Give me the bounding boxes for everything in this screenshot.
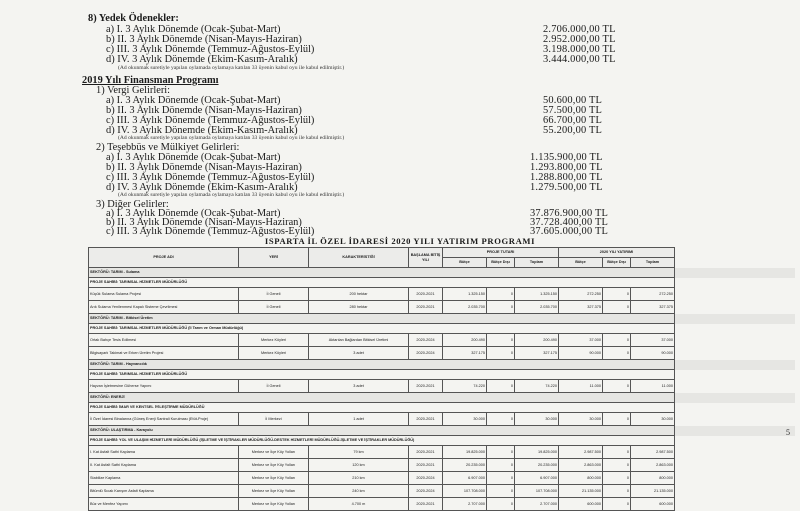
group-1-item-c: c) III. 3 Aylık Dönemde (Temmuz-Ağustos-Eylül) (106, 115, 315, 126)
cell-total: 6.907.000 (515, 472, 559, 485)
section-8-amount-c: 3.198.000,00 TL (543, 44, 616, 55)
cell-project: Hayvan İşletmesine Güherse Yapımı (89, 380, 239, 393)
cell-budget-2020: 2.863.000 (559, 459, 603, 472)
cell-total: 19.825.000 (515, 446, 559, 459)
cell-total: 107.708.000 (515, 485, 559, 498)
cell-off-budget-2020: 0 (603, 472, 631, 485)
cell-budget-2020: 800.000 (559, 472, 603, 485)
cell-off-budget: 0 (487, 485, 515, 498)
cell-characteristic: 200 hektar (309, 288, 409, 301)
project-owner-label: PROJE SAHİBİ: TARIMSAL HİZMETLER MÜDÜRLÜĞÜ (89, 370, 675, 380)
row-filler (675, 360, 795, 370)
col-header-location: YERİ (239, 248, 309, 268)
cell-off-budget: 0 (487, 334, 515, 347)
cell-off-budget-2020: 0 (603, 413, 631, 426)
sector-row (89, 268, 795, 278)
cell-total: 74.220 (515, 380, 559, 393)
investment-table-body (89, 268, 795, 511)
cell-project: Küçük Sulama Sulama Projesi (89, 288, 239, 301)
cell-budget-2020: 37.000 (559, 334, 603, 347)
cell-off-budget-2020: 0 (603, 380, 631, 393)
col-header-off-budget-2020: Bütçe Dışı (603, 258, 631, 268)
row-filler (675, 334, 795, 347)
col-header-2020-investment: 2020 YILI YATIRIMI (559, 248, 675, 258)
cell-budget: 74.220 (443, 380, 487, 393)
row-filler (675, 459, 795, 472)
cell-total: 2.707.000 (515, 498, 559, 511)
cell-budget: 2.035.700 (443, 301, 487, 314)
cell-total: 200.490 (515, 334, 559, 347)
col-header-characteristic: KARAKTERİSTİĞİ (309, 248, 409, 268)
cell-off-budget-2020: 0 (603, 459, 631, 472)
sector-row (89, 426, 795, 436)
sector-label: SEKTÖRÜ: TARIM - Hayvancılık (89, 360, 675, 370)
cell-off-budget: 0 (487, 446, 515, 459)
group-3-item-c: c) III. 3 Aylık Dönemde (Temmuz-Ağustos-Eylül) (106, 226, 315, 237)
cell-years: 2020-2021 (409, 288, 443, 301)
row-filler (675, 426, 795, 436)
cell-project: I. Kat Asfalt Sathi Kaplama (89, 446, 239, 459)
cell-project: Büz ve Menfez Yapımı (89, 498, 239, 511)
cell-total-2020: 90.000 (631, 347, 675, 360)
col-header-project-amount: PROJE TUTARI (443, 248, 559, 258)
project-owner-row (89, 324, 795, 334)
row-filler (675, 288, 795, 301)
cell-location: İl Geneli (239, 288, 309, 301)
cell-location: Merkez ve İlçe Köy Yolları (239, 446, 309, 459)
project-owner-row (89, 278, 795, 288)
cell-characteristic: 280 hektar (309, 301, 409, 314)
cell-project: İl Özel İdaresi Binalarına (Güneş Enerji Santrali Kurulması (Etüt-Proje) (89, 413, 239, 426)
cell-budget-2020: 90.000 (559, 347, 603, 360)
cell-years: 2020-2021 (409, 380, 443, 393)
project-owner-row (89, 403, 795, 413)
group-1-amount-a: 50.600,00 TL (543, 95, 603, 106)
col-header-budget: Bütçe (443, 258, 487, 268)
cell-off-budget-2020: 0 (603, 446, 631, 459)
group-1-title: 1) Vergi Gelirleri: (96, 85, 171, 96)
table-row (89, 347, 795, 360)
cell-project: Ortak Bahçe Tesis Edilmesi (89, 334, 239, 347)
cell-off-budget-2020: 0 (603, 347, 631, 360)
group-3-amount-c: 37.605.000,00 TL (530, 226, 609, 237)
cell-budget: 1.325.150 (443, 288, 487, 301)
cell-off-budget-2020: 0 (603, 301, 631, 314)
group-1-item-a: a) I. 3 Aylık Dönemde (Ocak-Şubat-Mart) (106, 95, 281, 106)
group-2-amount-c: 1.288.800,00 TL (530, 172, 603, 183)
group-3-amount-b: 37.728.400,00 TL (530, 217, 609, 228)
cell-budget-2020: 2.987.500 (559, 446, 603, 459)
cell-total-2020: 327.375 (631, 301, 675, 314)
cell-off-budget-2020: 0 (603, 498, 631, 511)
section-8-item-c: c) III. 3 Aylık Dönemde (Temmuz-Ağustos-Eylül) (106, 44, 315, 55)
cell-years: 2020-2021 (409, 413, 443, 426)
cell-budget: 6.907.000 (443, 472, 487, 485)
cell-project: Arık Sulama Yenilenmesi Kapalı Sisteme Çevrilmesi (89, 301, 239, 314)
group-2-title: 2) Teşebbüs ve Mülkiyet Gelirleri: (96, 142, 240, 153)
cell-total: 327.175 (515, 347, 559, 360)
cell-total-2020: 800.000 (631, 472, 675, 485)
investment-table (88, 247, 795, 511)
table-row (89, 485, 795, 498)
cell-budget: 30.000 (443, 413, 487, 426)
cell-location: İl Geneli (239, 301, 309, 314)
cell-off-budget: 0 (487, 413, 515, 426)
section-8-amount-b: 2.952.000,00 TL (543, 34, 616, 45)
sector-label: SEKTÖRÜ: ENERJİ (89, 393, 675, 403)
table-row (89, 301, 795, 314)
cell-off-budget: 0 (487, 459, 515, 472)
row-filler (675, 446, 795, 459)
cell-years: 2020-2024 (409, 334, 443, 347)
table-row (89, 413, 795, 426)
section-8-title: 8) Yedek Ödenekler: (88, 13, 179, 24)
cell-years: 2020-2021 (409, 446, 443, 459)
cell-total-2020: 11.000 (631, 380, 675, 393)
col-header-off-budget: Bütçe Dışı (487, 258, 515, 268)
cell-off-budget: 0 (487, 380, 515, 393)
project-owner-label: PROJE SAHİBİ: İMAR VE KENTSEL İYİLEŞTİRME MÜDÜRLÜĞÜ (89, 403, 675, 413)
cell-project: Bilgisayarlı Takimat ve Erken Üretim Projesi (89, 347, 239, 360)
cell-off-budget-2020: 0 (603, 288, 631, 301)
group-3-amount-a: 37.876.900,00 TL (530, 208, 609, 219)
cell-location: Merkez Köyleri (239, 334, 309, 347)
project-owner-label: PROJE SAHİBİ: TARIMSAL HİZMETLER MÜDÜRLÜĞÜ (İl Tarım ve Orman Müdürlüğü) (89, 324, 675, 334)
cell-location: Merkez Köyleri (239, 347, 309, 360)
group-2-amount-b: 1.293.800,00 TL (530, 162, 603, 173)
table-row (89, 380, 795, 393)
cell-location: İl Geneli (239, 380, 309, 393)
cell-location: Merkez ve İlçe Köy Yolları (239, 485, 309, 498)
table-row (89, 459, 795, 472)
cell-off-budget: 0 (487, 472, 515, 485)
sector-row (89, 393, 795, 403)
cell-budget: 20.235.000 (443, 459, 487, 472)
row-filler (675, 278, 795, 288)
cell-budget-2020: 272.250 (559, 288, 603, 301)
finance-heading: 2019 Yılı Finansman Programı (82, 75, 219, 86)
cell-off-budget-2020: 0 (603, 334, 631, 347)
table-row (89, 334, 795, 347)
cell-years: 2020-2024 (409, 485, 443, 498)
group-2-item-d: d) IV. 3 Aylık Dönemde (Ekim-Kasım-Aralık) (106, 182, 298, 193)
cell-total-2020: 272.250 (631, 288, 675, 301)
cell-budget: 2.707.000 (443, 498, 487, 511)
cell-total-2020: 2.987.500 (631, 446, 675, 459)
row-filler (675, 380, 795, 393)
cell-location: İl Merkezi (239, 413, 309, 426)
cell-characteristic: 4.700 m (309, 498, 409, 511)
group-1-item-b: b) II. 3 Aylık Dönemde (Nisan-Mayıs-Haziran) (106, 105, 302, 116)
cell-years: 2020-2024 (409, 472, 443, 485)
row-filler (675, 347, 795, 360)
section-8-item-a: a) I. 3 Aylık Dönemde (Ocak-Şubat-Mart) (106, 24, 281, 35)
cell-off-budget: 0 (487, 301, 515, 314)
group-3-item-b: b) II. 3 Aylık Dönemde (Nisan-Mayıs-Haziran) (106, 217, 302, 228)
col-header-total: Toplam (515, 258, 559, 268)
cell-budget-2020: 30.000 (559, 413, 603, 426)
section-8-note: (Ad okunmak suretiyle yapılan oylamada oylamaya katılan 33 üyenin kabul oyu ile kabul edilmiştir.) (118, 65, 345, 71)
cell-budget: 19.825.000 (443, 446, 487, 459)
cell-total: 30.000 (515, 413, 559, 426)
cell-off-budget: 0 (487, 498, 515, 511)
cell-total-2020: 21.135.000 (631, 485, 675, 498)
row-filler (675, 498, 795, 511)
cell-characteristic: 79 km (309, 446, 409, 459)
cell-location: Merkez ve İlçe Köy Yolları (239, 498, 309, 511)
col-filler (675, 248, 795, 268)
cell-budget-2020: 21.135.000 (559, 485, 603, 498)
cell-project: II. Kat Asfalt Sathi Kaplama (89, 459, 239, 472)
group-3-item-a: a) I. 3 Aylık Dönemde (Ocak-Şubat-Mart) (106, 208, 281, 219)
cell-total-2020: 600.000 (631, 498, 675, 511)
sector-row (89, 360, 795, 370)
col-header-total-2020: Toplam (631, 258, 675, 268)
cell-characteristic: 120 km (309, 459, 409, 472)
cell-years: 2020-2021 (409, 301, 443, 314)
cell-off-budget-2020: 0 (603, 485, 631, 498)
cell-characteristic: 240 km (309, 485, 409, 498)
table-row (89, 288, 795, 301)
cell-budget-2020: 327.375 (559, 301, 603, 314)
cell-off-budget: 0 (487, 288, 515, 301)
table-title: ISPARTA İL ÖZEL İDARESİ 2020 YILI YATIRIM PROGRAMI (264, 236, 536, 246)
row-filler (675, 268, 795, 278)
section-8-amount-d: 3.444.000,00 TL (543, 54, 616, 65)
cell-characteristic: 3 adet (309, 380, 409, 393)
group-2-amount-d: 1.279.500,00 TL (530, 182, 603, 193)
cell-years: 2020-2021 (409, 498, 443, 511)
row-filler (675, 403, 795, 413)
table-row (89, 472, 795, 485)
group-2-note: (Ad okunmak suretiyle yapılan oylamada oylamaya katılan 33 üyenin kabul oyu ile kabul edilmiştir.) (118, 192, 345, 198)
row-filler (675, 413, 795, 426)
section-8-amount-a: 2.706.000,00 TL (543, 24, 616, 35)
cell-budget-2020: 600.000 (559, 498, 603, 511)
cell-budget: 200.490 (443, 334, 487, 347)
table-row (89, 498, 795, 511)
group-1-note: (Ad okunmak suretiyle yapılan oylamada oylamaya katılan 33 üyenin kabul oyu ile kabul edilmiştir.) (118, 135, 345, 141)
project-owner-label: PROJE SAHİBİ: TARIMSAL HİZMETLER MÜDÜRLÜĞÜ (89, 278, 675, 288)
cell-location: Merkez ve İlçe Köy Yolları (239, 472, 309, 485)
cell-characteristic: 1 adet (309, 413, 409, 426)
cell-total-2020: 37.000 (631, 334, 675, 347)
row-filler (675, 485, 795, 498)
cell-characteristic: Aktarılan Bağlardan Bitkisel Üretimi (309, 334, 409, 347)
cell-total-2020: 2.863.000 (631, 459, 675, 472)
cell-total: 20.235.000 (515, 459, 559, 472)
row-filler (675, 370, 795, 380)
cell-total: 1.325.150 (515, 288, 559, 301)
cell-years: 2020-2021 (409, 459, 443, 472)
col-header-budget-2020: Bütçe (559, 258, 603, 268)
cell-project: Stabilize Kaplama (89, 472, 239, 485)
cell-project: Bitümlü Sıcak Karışım Asfalt Kaplama (89, 485, 239, 498)
cell-budget: 107.708.000 (443, 485, 487, 498)
project-owner-row (89, 436, 795, 446)
group-2-amount-a: 1.135.900,00 TL (530, 152, 603, 163)
row-filler (675, 301, 795, 314)
group-3-title: 3) Diğer Gelirler: (96, 199, 169, 210)
cell-characteristic: 3 adet (309, 347, 409, 360)
sector-row (89, 314, 795, 324)
row-filler (675, 324, 795, 334)
row-filler (675, 436, 795, 446)
project-owner-label: PROJE SAHİBİ: YOL VE ULAŞIM HİZMETLERİ MÜDÜRLÜĞÜ (İŞLETME VE İŞTİRAKLER MÜDÜRLÜĞÜ-DESTEK HİZMETLERİ MÜDÜRLÜĞÜ-İŞLETME VE İŞTİRAKLER MÜDÜRLÜĞÜ) (89, 436, 675, 446)
sector-label: SEKTÖRÜ: ULAŞTIRMA - Karayolu (89, 426, 675, 436)
row-filler (675, 393, 795, 403)
sector-label: SEKTÖRÜ: TARIM - Bitkisel Üretim (89, 314, 675, 324)
cell-budget: 327.175 (443, 347, 487, 360)
row-filler (675, 472, 795, 485)
cell-characteristic: 210 km (309, 472, 409, 485)
group-1-amount-b: 57.500,00 TL (543, 105, 603, 116)
sector-label: SEKTÖRÜ: TARIM - Sulama (89, 268, 675, 278)
table-row (89, 446, 795, 459)
cell-total-2020: 30.000 (631, 413, 675, 426)
section-8-item-d: d) IV. 3 Aylık Dönemde (Ekim-Kasım-Aralık) (106, 54, 298, 65)
group-1-amount-d: 55.200,00 TL (543, 125, 603, 136)
col-header-years: BAŞLAMA BİTİŞ YILI (409, 248, 443, 268)
project-owner-row (89, 370, 795, 380)
cell-location: Merkez ve İlçe Köy Yolları (239, 459, 309, 472)
cell-budget-2020: 11.000 (559, 380, 603, 393)
page-number: 5 (786, 428, 790, 437)
group-2-item-c: c) III. 3 Aylık Dönemde (Temmuz-Ağustos-Eylül) (106, 172, 315, 183)
section-8-item-b: b) II. 3 Aylık Dönemde (Nisan-Mayıs-Haziran) (106, 34, 302, 45)
col-header-project: PROJE ADI (89, 248, 239, 268)
cell-total: 2.035.700 (515, 301, 559, 314)
group-2-item-a: a) I. 3 Aylık Dönemde (Ocak-Şubat-Mart) (106, 152, 281, 163)
group-2-item-b: b) II. 3 Aylık Dönemde (Nisan-Mayıs-Haziran) (106, 162, 302, 173)
group-1-amount-c: 66.700,00 TL (543, 115, 603, 126)
cell-years: 2020-2024 (409, 347, 443, 360)
cell-off-budget: 0 (487, 347, 515, 360)
group-1-item-d: d) IV. 3 Aylık Dönemde (Ekim-Kasım-Aralık) (106, 125, 298, 136)
row-filler (675, 314, 795, 324)
